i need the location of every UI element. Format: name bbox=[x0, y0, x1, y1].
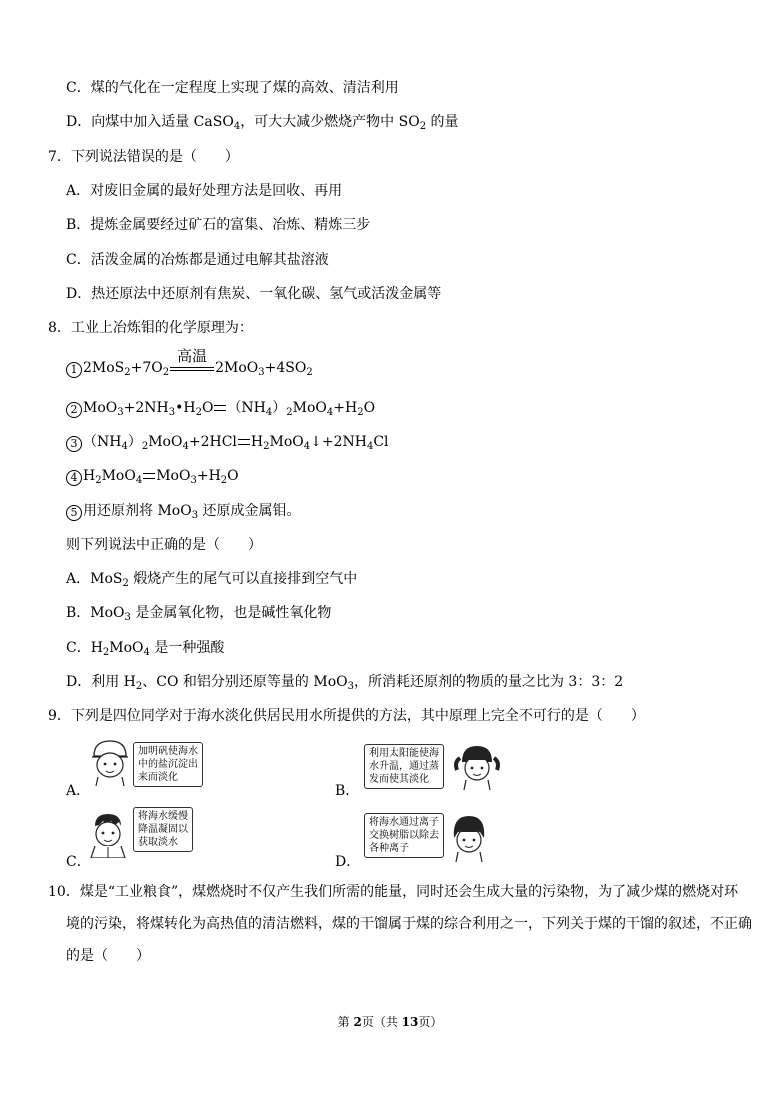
page-footer: 第 2页（共 13页） bbox=[337, 1015, 443, 1029]
q9-option-d-label: D． bbox=[335, 854, 361, 870]
q9-option-c-label: C． bbox=[66, 854, 91, 870]
q6-option-c: C．煤的气化在一定程度上实现了煤的高效、清洁利用 bbox=[66, 80, 399, 96]
q8-option-d: D．利用 $H_2$、CO 和铝分别还原等量的 MoO$_3$，所消耗还原剂的物质的量之比为 3：3：2 bbox=[66, 674, 624, 692]
q7-option-c: C．活泼金属的冶炼都是通过电解其盐溶液 bbox=[66, 252, 329, 268]
q9-option-a-label: A． bbox=[66, 783, 91, 799]
reaction-1: 1 $2MoS_2+7O_2$ 高温 $2MoO_3+4SO_2$ bbox=[66, 359, 313, 378]
q8-option-c: C．$H_2MoO_4$ 是一种强酸 bbox=[66, 640, 225, 658]
q8-option-b: B．MoO$_3$ 是金属氧化物，也是碱性氧化物 bbox=[66, 605, 332, 623]
speech-bubble-a: 加明矾使海水 中的盐沉淀出 来而淡化 bbox=[133, 742, 203, 787]
boy-illustration-c bbox=[85, 810, 131, 862]
boy-illustration-a bbox=[88, 738, 132, 790]
q10-stem-line3: 的是（ ） bbox=[66, 948, 150, 964]
q7-option-a: A．对废旧金属的最好处理方法是回收、再用 bbox=[66, 183, 343, 199]
current-page: 2 bbox=[353, 1015, 362, 1029]
girl-illustration-d bbox=[446, 812, 492, 866]
q9-stem: 9．下列是四位同学对于海水淡化供居民用水所提供的方法，其中原理上完全不可行的是（ ） bbox=[48, 708, 645, 724]
reaction-2: 2 $MoO_3+2NH_3•H_2O$ $(NH_4)_2MoO_4+H_2O$ bbox=[66, 399, 375, 418]
speech-bubble-c: 将海水缓慢 降温凝固以 获取淡水 bbox=[133, 807, 193, 852]
q8-option-a: A．MoS$_2$ 煅烧产生的尾气可以直接排到空气中 bbox=[66, 571, 358, 589]
q7-stem: 7．下列说法错误的是（ ） bbox=[48, 149, 239, 165]
q6-option-d: D．向煤中加入适量 CaSO$_4$，可大大减少燃烧产物中 $SO_2$ 的量 bbox=[66, 114, 459, 132]
speech-bubble-d: 将海水通过离子 交换树脂以除去 各种离子 bbox=[364, 813, 444, 858]
q8-question: 则下列说法中正确的是（ ） bbox=[66, 537, 262, 553]
q10-stem-line1: 10．煤是“工业粮食”，煤燃烧时不仅产生我们所需的能量，同时还会生成大量的污染物，为了减少煤的燃烧对环 bbox=[48, 884, 739, 900]
girl-illustration-b bbox=[452, 742, 502, 794]
speech-bubble-b: 利用太阳能使海 水升温，通过蒸 发而使其淡化 bbox=[364, 744, 444, 789]
q9-option-b-label: B． bbox=[335, 783, 360, 799]
q10-stem-line2: 境的污染，将煤转化为高热值的清洁燃料，煤的干馏属于煤的综合利用之一，下列关于煤的干馏的叙述，不正确 bbox=[66, 916, 752, 932]
q7-option-b: B．提炼金属要经过矿石的富集、冶炼、精炼三步 bbox=[66, 217, 371, 233]
q7-option-d: D．热还原法中还原剂有焦炭、一氧化碳、氢气或活泼金属等 bbox=[66, 286, 442, 302]
reaction-5: 5 用还原剂将 MoO$_3$ 还原成金属钼。 bbox=[66, 502, 301, 521]
reaction-4: 4 $H_2MoO_4$ $MoO_3+H_2O$ bbox=[66, 467, 239, 486]
reaction-3: 3 $(NH_4)_2MoO_4+2HCl$ $H_2MoO_4↓+2NH_4Cl$ bbox=[66, 433, 389, 452]
q8-stem: 8．工业上冶炼钼的化学原理为： bbox=[48, 320, 253, 336]
total-pages: 13 bbox=[401, 1015, 419, 1029]
